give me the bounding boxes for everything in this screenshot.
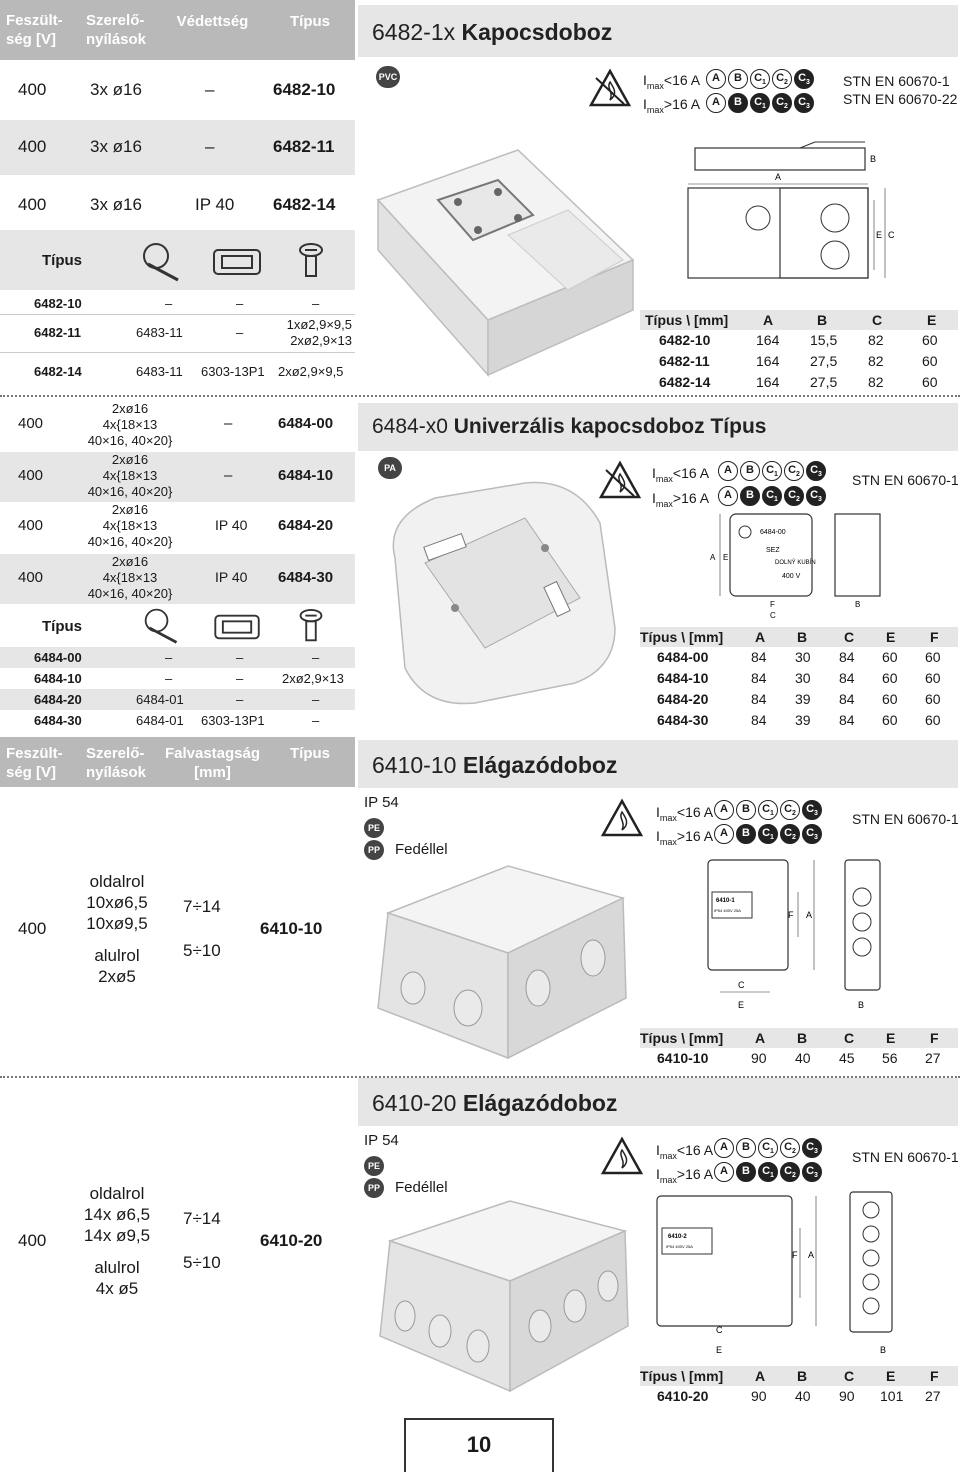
- holes-side: oldalrol 14x ø6,5 14x ø9,5: [83, 1184, 151, 1245]
- drawing-label: 6484-00: [760, 529, 786, 536]
- voltage: 400: [18, 137, 47, 156]
- accessory-row-6482-14: [0, 352, 355, 390]
- page-number-box: [404, 1418, 554, 1472]
- protection: –: [205, 80, 215, 99]
- section4-title-bar: [358, 1078, 958, 1126]
- type: 6484-00: [278, 415, 334, 432]
- dim-row: 6484-00 84 30 84 60 60: [657, 649, 941, 665]
- title-number: 6482-1x: [372, 19, 456, 45]
- accessory-row-6482-11: [0, 314, 355, 352]
- acc-c: –: [312, 713, 320, 728]
- dim-letter-e: E: [738, 1000, 745, 1010]
- class-symbols-4a: A B $C_1$ $C_2$ $C_3$: [714, 1138, 824, 1158]
- holes: 2xø16 4x{18×13 40×16, 40×20}: [87, 401, 173, 448]
- title-number: 6410-10: [372, 752, 457, 778]
- dim-row: 6410-20 90 40 90 101 27: [657, 1388, 941, 1404]
- section4-title: [372, 1090, 617, 1117]
- dim-row: 6410-10 90 40 45 56 27: [657, 1050, 941, 1066]
- voltage: 400: [18, 80, 47, 99]
- imax-line-2: $I_{max}>16$ A: [656, 828, 714, 847]
- protection: IP 40: [215, 517, 248, 533]
- acc-b: –: [236, 671, 244, 686]
- title-number: 6484-x0: [372, 415, 448, 438]
- type: 6482-10: [273, 80, 336, 99]
- technical-drawing-6484: [700, 512, 890, 622]
- standard-2: STN EN 60670-22: [843, 91, 958, 107]
- voltage: 400: [18, 195, 47, 214]
- material-badge-pp: PP: [364, 1178, 384, 1198]
- label-spec: IP54 400V 25A: [666, 1244, 693, 1249]
- accessory-row-6484-30: [0, 710, 355, 731]
- imax-line-2: $I_{max}>16$ A: [652, 490, 710, 509]
- imax-line-2: $I_{max}>16$ A: [656, 1166, 714, 1185]
- dim-header: Típus \ [mm] A B C E F: [640, 1028, 958, 1048]
- material-badge-pa: PA: [378, 457, 402, 479]
- header-holes: Szerelő- nyílások: [86, 12, 147, 48]
- product-photo-6410-10: [368, 858, 633, 1068]
- dim-letter-b: B: [870, 154, 877, 164]
- dim-header: Típus \ [mm] A B C E F: [640, 1366, 958, 1386]
- class-symbols-1a: A B $C_1$ $C_2$ $C_3$: [706, 69, 816, 89]
- imax-value: <16 A: [663, 72, 701, 88]
- type: 6410-20: [260, 1231, 323, 1250]
- voltage: 400: [18, 467, 44, 484]
- voltage: 400: [18, 569, 44, 586]
- section2-title: [372, 415, 766, 439]
- header-type: Típus: [290, 745, 330, 762]
- class-symbols-1b: A B $C_1$ $C_2$ $C_3$: [706, 93, 816, 113]
- wall-1: 7÷14: [183, 897, 221, 916]
- protection: IP 40: [215, 569, 248, 585]
- row-6410-20: [0, 1080, 355, 1410]
- type: 6482-11: [273, 137, 335, 156]
- protection: –: [205, 137, 215, 156]
- wall-2: 5÷10: [183, 1253, 221, 1272]
- dim-letter-c: C: [770, 611, 776, 620]
- holes-bottom: alulrol 2xø5: [94, 946, 140, 986]
- acc-b: 6303-13P1: [201, 713, 265, 728]
- dim-header: Típus \ [mm] A B C E F: [640, 627, 958, 647]
- title-number: 6410-20: [372, 1090, 457, 1116]
- section2-title-bar: [358, 403, 958, 451]
- standard-1: STN EN 60670-1: [852, 811, 959, 827]
- product-photo-6410-20: [370, 1196, 635, 1396]
- protection: –: [224, 467, 233, 484]
- seal-icon: [210, 610, 265, 644]
- acc-b: 6303-13P1: [201, 364, 265, 379]
- acc-b: –: [236, 650, 244, 665]
- lid-text: Fedéllel: [395, 1179, 448, 1196]
- row-6484-30: [0, 554, 355, 604]
- row-6484-10: [0, 452, 355, 502]
- drawing-brand: SEZ: [766, 547, 780, 554]
- header-protection: Védettség: [176, 13, 249, 30]
- acc-a: –: [165, 671, 173, 686]
- standard-1: STN EN 60670-1: [843, 73, 950, 89]
- no-flame-icon: [588, 68, 632, 108]
- dimension-table-6410-20: [640, 1366, 958, 1407]
- section3-title-bar: [358, 740, 958, 788]
- wall-plug-icon: [140, 606, 184, 646]
- accessory-row-6482-10: [0, 292, 355, 316]
- acc-b: –: [236, 325, 244, 340]
- imax-line-1: $I_{max}<16$ A: [656, 1142, 714, 1161]
- accessory-row-6484-00: [0, 647, 355, 668]
- accessory-header-6484: [0, 604, 355, 648]
- accessory-type-label: Típus: [42, 618, 82, 635]
- acc-c: –: [312, 692, 320, 707]
- material-badge-pp: PP: [364, 840, 384, 860]
- voltage: 400: [18, 919, 47, 938]
- header-holes: Szerelő- nyílások: [86, 745, 147, 781]
- dim-row: 6482-11 164 27,5 82 60: [659, 353, 938, 369]
- ip-rating: IP 54: [364, 1132, 399, 1149]
- dim-letter-a: A: [775, 172, 782, 182]
- acc-type: 6484-20: [34, 692, 82, 707]
- voltage: 400: [18, 1231, 47, 1250]
- protection: IP 40: [195, 195, 235, 214]
- material-badge-pe: PE: [364, 818, 384, 838]
- dimension-table-6484: [640, 627, 958, 731]
- wall-1: 7÷14: [183, 1209, 221, 1228]
- row-6484-20: [0, 502, 355, 554]
- lid-text: Fedéllel: [395, 841, 448, 858]
- drawing-volt: 400 V: [782, 573, 801, 580]
- acc-type: 6482-14: [34, 364, 82, 379]
- class-symbols-3a: A B $C_1$ $C_2$ $C_3$: [714, 800, 824, 820]
- header-voltage: Feszült- ség [V]: [6, 745, 63, 781]
- dim-letter-c: C: [716, 1325, 723, 1335]
- title-text: Elágazódoboz: [462, 752, 618, 778]
- dim-row: 6484-20 84 39 84 60 60: [657, 691, 941, 707]
- dim-letter-a: A: [710, 553, 716, 562]
- title-text: Elágazódoboz: [462, 1090, 618, 1116]
- row-6482-11: [0, 120, 355, 175]
- acc-a: 6484-01: [136, 713, 184, 728]
- type: 6484-20: [278, 517, 334, 534]
- acc-a: 6483-11: [136, 364, 183, 379]
- dimension-table-6410-10: [640, 1028, 958, 1069]
- accessory-row-6484-10: [0, 668, 355, 689]
- title-text: Kapocsdoboz: [461, 19, 613, 45]
- header-wall-thickness: Falvastagság [mm]: [164, 745, 261, 781]
- acc-a: 6484-01: [136, 692, 184, 707]
- acc-c: 1xø2,9×9,5 2xø2,9×13: [286, 317, 352, 348]
- imax-line-1: $I_{max}<16$ A: [656, 804, 714, 823]
- holes: 2xø16 4x{18×13 40×16, 40×20}: [87, 452, 173, 499]
- type: 6410-10: [260, 919, 323, 938]
- type: 6484-30: [278, 569, 334, 586]
- accessory-row-6484-20: [0, 689, 355, 710]
- acc-a: –: [165, 296, 173, 311]
- acc-type: 6484-00: [34, 650, 82, 665]
- acc-c: 2xø2,9×9,5: [278, 364, 344, 379]
- divider: [0, 395, 960, 397]
- dim-header: Típus \ [mm] A B C E: [640, 310, 958, 330]
- acc-c: –: [312, 650, 320, 665]
- dimension-table-6482: [640, 310, 958, 393]
- acc-c: 2xø2,9×13: [282, 671, 344, 686]
- class-symbols-2a: A B $C_1$ $C_2$ $C_3$: [718, 461, 828, 481]
- dim-row: 6482-14 164 27,5 82 60: [659, 374, 938, 390]
- seal-icon: [210, 244, 265, 280]
- acc-a: –: [165, 650, 173, 665]
- standard-1: STN EN 60670-1: [852, 1149, 959, 1165]
- acc-b: –: [236, 692, 244, 707]
- holes: 2xø16 4x{18×13 40×16, 40×20}: [87, 554, 173, 601]
- section3-title: [372, 752, 617, 779]
- wall-plug-icon: [140, 240, 184, 284]
- technical-drawing-6410-10: [690, 852, 905, 1012]
- holes: 3x ø16: [90, 80, 142, 99]
- acc-type: 6482-11: [34, 325, 81, 340]
- dim-letter-f: F: [770, 600, 775, 609]
- acc-type: 6482-10: [34, 296, 82, 311]
- screw-icon: [298, 608, 324, 646]
- acc-c: –: [312, 296, 320, 311]
- left-header-2: [0, 737, 355, 787]
- product-photo-6482: [368, 140, 638, 380]
- screw-icon: [298, 242, 324, 282]
- accessory-header-6482: [0, 230, 355, 290]
- title-text: Univerzális kapocsdoboz Típus: [453, 415, 767, 438]
- acc-b: –: [236, 296, 244, 311]
- dim-letter-a: A: [808, 1250, 815, 1260]
- material-badge-pe: PE: [364, 1156, 384, 1176]
- holes-bottom: alulrol 4x ø5: [94, 1258, 140, 1298]
- imax-value: >16 A: [663, 96, 701, 112]
- drawing-maker: DOLNÝ KUBÍN: [775, 560, 816, 566]
- holes-side: oldalrol 10xø6,5 10xø9,5: [86, 872, 148, 933]
- label-spec: IP54 400V 25A: [714, 908, 741, 913]
- row-6482-10: [0, 60, 355, 120]
- accessory-type-label: Típus: [42, 252, 82, 269]
- section1-title: [372, 19, 612, 46]
- dim-row: 6484-10 84 30 84 60 60: [657, 670, 941, 686]
- header-type: Típus: [290, 13, 330, 30]
- dim-letter-b: B: [855, 600, 861, 609]
- imax-line-1: $I_{max}<16$ A: [652, 465, 710, 484]
- holes: 3x ø16: [90, 137, 142, 156]
- type: 6482-14: [273, 195, 336, 214]
- page-number: 10: [466, 1432, 492, 1457]
- product-photo-6484: [375, 478, 625, 708]
- section1-title-bar: [358, 5, 958, 57]
- dim-letter-a: A: [806, 910, 813, 920]
- technical-drawing-6482: [680, 140, 895, 295]
- acc-type: 6484-30: [34, 713, 82, 728]
- imax-line-2: $I_{max}>16$ A: [643, 96, 701, 115]
- imax-line-1: $I_{max}<16$ A: [643, 72, 701, 91]
- class-symbols-2b: A B $C_1$ $C_2$ $C_3$: [718, 486, 828, 506]
- acc-type: 6484-10: [34, 671, 82, 686]
- dim-letter-e: E: [723, 553, 729, 562]
- dim-letter-c: C: [888, 230, 895, 240]
- left-header-1: [0, 0, 355, 60]
- voltage: 400: [18, 415, 44, 432]
- material-badge-pvc: PVC: [376, 66, 400, 88]
- ip-rating: IP 54: [364, 794, 399, 811]
- type: 6484-10: [278, 467, 334, 484]
- technical-drawing-6410-20: [652, 1188, 907, 1358]
- standard-1: STN EN 60670-1: [852, 472, 959, 488]
- dim-letter-f: F: [788, 910, 794, 920]
- holes: 2xø16 4x{18×13 40×16, 40×20}: [87, 502, 173, 549]
- class-symbols-3b: A B $C_1$ $C_2$ $C_3$: [714, 824, 824, 844]
- label-model: 6410-1: [716, 898, 735, 904]
- row-6484-00: [0, 400, 355, 452]
- flame-warning-icon: [600, 1136, 644, 1176]
- label-model: 6410-2: [668, 1234, 687, 1240]
- protection: –: [224, 415, 233, 432]
- dim-letter-e: E: [876, 230, 883, 240]
- dim-row: 6484-30 84 39 84 60 60: [657, 712, 941, 728]
- flame-warning-icon: [600, 798, 644, 838]
- dim-letter-c: C: [738, 980, 745, 990]
- row-6410-10: [0, 787, 355, 1072]
- acc-a: 6483-11: [136, 325, 183, 340]
- header-voltage: Feszült- ség [V]: [6, 12, 63, 48]
- voltage: 400: [18, 517, 44, 534]
- dim-letter-e: E: [716, 1345, 723, 1355]
- dim-letter-b: B: [880, 1345, 887, 1355]
- wall-2: 5÷10: [183, 941, 221, 960]
- row-6482-14: [0, 175, 355, 230]
- class-symbols-4b: A B $C_1$ $C_2$ $C_3$: [714, 1162, 824, 1182]
- dim-row: 6482-10 164 15,5 82 60: [659, 332, 938, 348]
- holes: 3x ø16: [90, 195, 142, 214]
- dim-letter-b: B: [858, 1000, 865, 1010]
- dim-letter-f: F: [792, 1250, 798, 1260]
